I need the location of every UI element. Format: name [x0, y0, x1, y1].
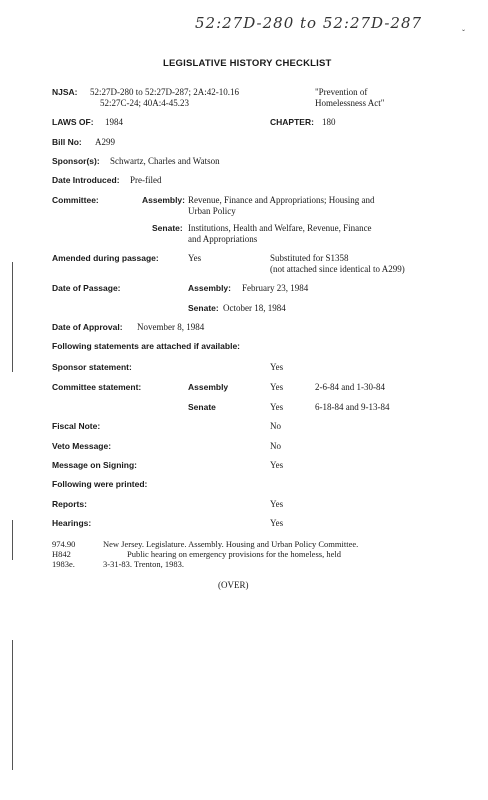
njsa-line-2: 52:27C-24; 40A:4-45.23 [100, 98, 189, 108]
sponsors-value: Schwartz, Charles and Watson [110, 156, 220, 166]
handwritten-header: 52:27D-280 to 52:27D-287 [195, 14, 423, 32]
scan-margin-line [12, 262, 13, 372]
sponsors-label: Sponsor(s): [52, 156, 100, 166]
committee-statement-assembly-label: Assembly [188, 382, 229, 392]
veto-message-label: Veto Message: [52, 441, 112, 451]
catalog-line-3: 3-31-83. Trenton, 1983. [103, 559, 184, 569]
amended-note-line-2: (not attached since identical to A299) [270, 264, 405, 274]
laws-of-value: 1984 [105, 117, 123, 127]
statements-heading: Following statements are attached if available: [52, 341, 240, 351]
njsa-label: NJSA: [52, 87, 78, 97]
date-of-passage-label: Date of Passage: [52, 283, 121, 293]
date-introduced-value: Pre-filed [130, 175, 162, 185]
committee-statement-senate-label: Senate [188, 402, 216, 412]
date-of-approval-value: November 8, 1984 [137, 322, 205, 332]
bill-no-label: Bill No: [52, 137, 82, 147]
committee-label: Committee: [52, 195, 99, 205]
bill-no-value: A299 [95, 137, 115, 147]
committee-assembly-label: Assembly: [142, 195, 185, 205]
catalog-line-1: New Jersey. Legislature. Assembly. Housing and Urban Policy Committee. [103, 539, 359, 549]
scan-margin-line [12, 640, 13, 770]
catalog-call-number-2: H842 [52, 549, 71, 559]
njsa-line-1: 52:27D-280 to 52:27D-287; 2A:42-10.16 [90, 87, 239, 97]
committee-assembly-line-2: Urban Policy [188, 206, 236, 216]
committee-statement-senate-value: Yes [270, 402, 284, 412]
amended-value: Yes [188, 253, 202, 263]
committee-statement-assembly-dates: 2-6-84 and 1-30-84 [315, 382, 385, 392]
act-name-line-1: "Prevention of [315, 87, 368, 97]
amended-label: Amended during passage: [52, 253, 159, 263]
fiscal-note-label: Fiscal Note: [52, 421, 101, 431]
passage-assembly-label: Assembly: [188, 283, 231, 293]
catalog-call-number-3: 1983e. [52, 559, 75, 569]
act-name-line-2: Homelessness Act" [315, 98, 385, 108]
committee-senate-line-2: and Appropriations [188, 234, 258, 244]
catalog-line-2: Public hearing on emergency provisions for the homeless, held [127, 549, 341, 559]
passage-senate-label: Senate: [188, 303, 219, 313]
reports-value: Yes [270, 499, 284, 509]
committee-assembly-line-1: Revenue, Finance and Appropriations; Housing and [188, 195, 375, 205]
laws-of-label: LAWS OF: [52, 117, 94, 127]
veto-message-value: No [270, 441, 281, 451]
catalog-call-number-1: 974.90 [52, 539, 76, 549]
sponsor-statement-label: Sponsor statement: [52, 362, 132, 372]
chapter-value: 180 [322, 117, 336, 127]
date-of-approval-label: Date of Approval: [52, 322, 123, 332]
scan-margin-line [12, 520, 13, 560]
amended-note-line-1: Substituted for S1358 [270, 253, 349, 263]
printed-heading: Following were printed: [52, 479, 148, 489]
fiscal-note-value: No [270, 421, 281, 431]
passage-assembly-value: February 23, 1984 [242, 283, 309, 293]
committee-statement-senate-dates: 6-18-84 and 9-13-84 [315, 402, 390, 412]
page-title: LEGISLATIVE HISTORY CHECKLIST [163, 58, 332, 69]
committee-senate-line-1: Institutions, Health and Welfare, Revenue, Finance [188, 223, 372, 233]
committee-senate-label: Senate: [152, 223, 183, 233]
reports-label: Reports: [52, 499, 87, 509]
message-on-signing-label: Message on Signing: [52, 460, 138, 470]
sponsor-statement-value: Yes [270, 362, 284, 372]
passage-senate-value: October 18, 1984 [223, 303, 286, 313]
hearings-value: Yes [270, 518, 284, 528]
over-note: (OVER) [218, 580, 249, 590]
corner-mark: ˇ [462, 28, 465, 38]
chapter-label: CHAPTER: [270, 117, 314, 127]
message-on-signing-value: Yes [270, 460, 284, 470]
date-introduced-label: Date Introduced: [52, 175, 120, 185]
hearings-label: Hearings: [52, 518, 92, 528]
committee-statement-assembly-value: Yes [270, 382, 284, 392]
committee-statement-label: Committee statement: [52, 382, 142, 392]
